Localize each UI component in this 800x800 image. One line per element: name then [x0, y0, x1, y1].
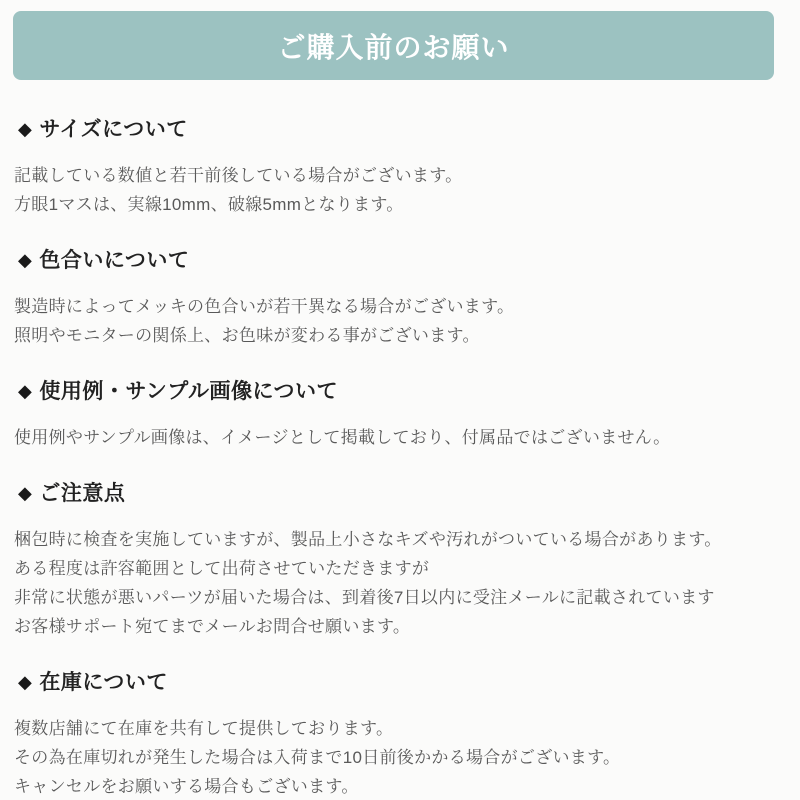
section-body-line: 方眼1マスは、実線10mm、破線5mmとなります。 — [14, 195, 404, 214]
section-heading-label: 色合いについて — [39, 249, 190, 272]
section-heading-label: ご注意点 — [39, 482, 126, 505]
section-body-line: 梱包時に検査を実施していますが、製品上小さなキズや汚れがついている場合があります。 — [14, 530, 722, 549]
section-body-line: 複数店舗にて在庫を共有して提供しております。 — [14, 719, 394, 738]
section-body-line: 照明やモニターの関係上、お色味が変わる事がございます。 — [14, 326, 480, 345]
section-sample-images — [0, 376, 780, 452]
section-body-line: 非常に状態が悪いパーツが届いた場合は、到着後7日以内に受注メールに記載されています — [14, 588, 715, 607]
section-heading — [0, 245, 780, 276]
section-body-line: その為在庫切れが発生した場合は入荷まで10日前後かかる場合がございます。 — [14, 748, 621, 767]
section-heading-label: 在庫について — [39, 671, 168, 694]
section-body-line: 記載している数値と若干前後している場合がございます。 — [14, 166, 463, 185]
section-body-line: お客様サポート宛てまでメールお問合せ願います。 — [14, 617, 411, 636]
section-caution — [0, 478, 780, 641]
page-title: ご購入前のお願い — [277, 31, 510, 63]
section-heading — [0, 478, 780, 509]
section-color — [0, 245, 780, 350]
diamond-bullet-icon: ◆ — [18, 250, 33, 270]
section-body-line: 使用例やサンプル画像は、イメージとして掲載しており、付属品ではございません。 — [14, 428, 671, 447]
diamond-bullet-icon: ◆ — [18, 672, 33, 692]
section-body-line: ある程度は許容範囲として出荷させていただきますが — [14, 559, 430, 578]
notice-content — [0, 114, 800, 800]
section-body-line: キャンセルをお願いする場合もございます。 — [14, 777, 359, 796]
section-heading — [0, 114, 780, 145]
section-body-line: 製造時によってメッキの色合いが若干異なる場合がございます。 — [14, 297, 515, 316]
diamond-bullet-icon: ◆ — [18, 119, 33, 139]
notice-title-bar — [13, 11, 774, 80]
section-heading — [0, 667, 780, 698]
section-stock — [0, 667, 780, 800]
diamond-bullet-icon: ◆ — [18, 483, 33, 503]
diamond-bullet-icon: ◆ — [18, 381, 33, 401]
section-size — [0, 114, 780, 219]
section-heading — [0, 376, 780, 407]
section-heading-label: サイズについて — [39, 118, 188, 141]
section-heading-label: 使用例・サンプル画像について — [39, 380, 339, 403]
